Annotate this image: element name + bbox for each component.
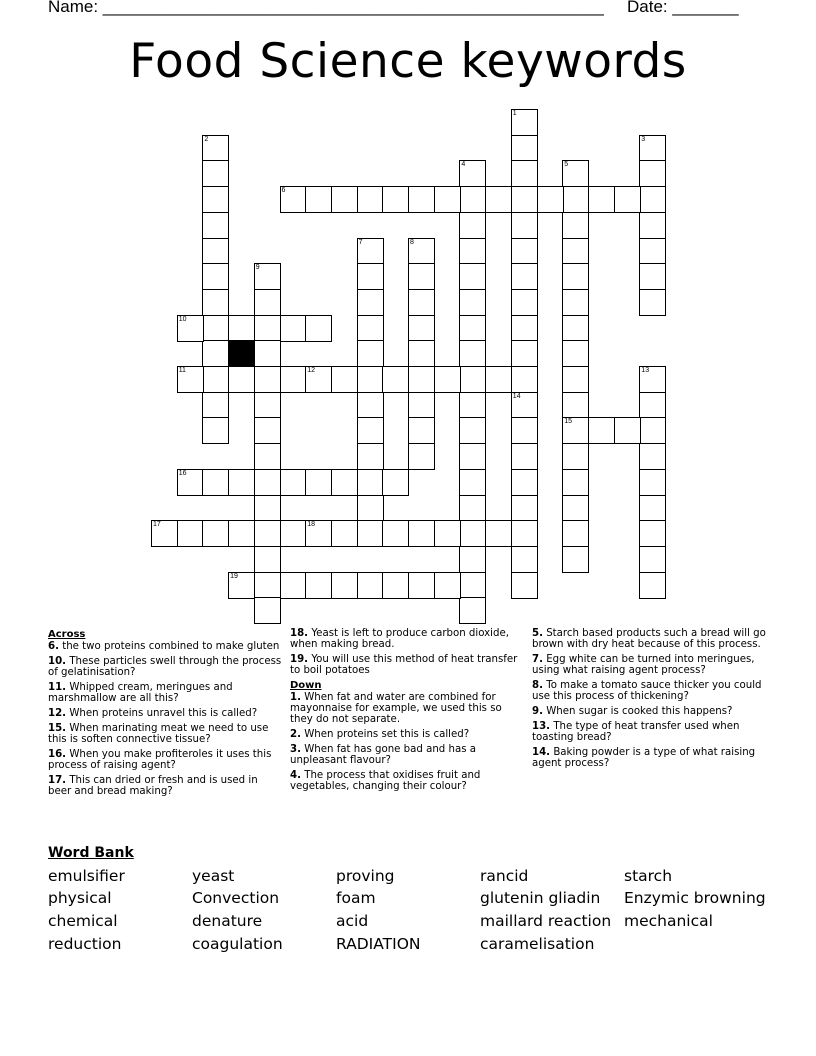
grid-cell[interactable] xyxy=(485,366,512,393)
grid-cell[interactable] xyxy=(382,520,409,547)
grid-cell[interactable] xyxy=(639,469,666,496)
grid-cell[interactable] xyxy=(511,572,538,599)
grid-cell[interactable] xyxy=(639,160,666,187)
grid-cell[interactable] xyxy=(408,417,435,444)
grid-cell[interactable] xyxy=(511,315,538,342)
grid-cell[interactable] xyxy=(562,160,589,187)
grid-cell[interactable] xyxy=(280,469,307,496)
grid-cell[interactable] xyxy=(177,366,204,393)
clue-down-5: 5. Starch based products such a bread will go brown with dry heat because of this process. xyxy=(532,628,766,650)
word-bank-item: glutenin gliadin xyxy=(480,889,601,907)
grid-cell[interactable] xyxy=(562,546,589,573)
grid-cell[interactable] xyxy=(357,289,384,316)
clue-number: 17 xyxy=(153,521,161,529)
grid-cell[interactable] xyxy=(639,263,666,290)
grid-cell[interactable] xyxy=(562,186,589,213)
grid-cell[interactable] xyxy=(331,186,358,213)
clue-number: 2 xyxy=(204,135,209,143)
grid-cell[interactable] xyxy=(511,340,538,367)
word-bank-item: RADIATION xyxy=(336,935,421,953)
grid-cell[interactable] xyxy=(639,443,666,470)
grid-cell[interactable] xyxy=(331,572,358,599)
clue-down-13: 13. The type of heat transfer used when toasting bread? xyxy=(532,721,740,743)
clue-number: 7 xyxy=(358,238,363,246)
grid-cell[interactable] xyxy=(254,597,281,624)
grid-cell[interactable] xyxy=(459,597,486,624)
word-bank-item: coagulation xyxy=(192,935,283,953)
grid-cell[interactable] xyxy=(357,495,384,522)
word-bank-item: denature xyxy=(192,912,263,930)
word-bank-item: caramelisation xyxy=(480,935,595,953)
word-bank-item: physical xyxy=(48,889,112,907)
grid-cell[interactable] xyxy=(202,238,229,265)
grid-cell[interactable] xyxy=(357,417,384,444)
grid-cell[interactable] xyxy=(459,238,486,265)
clue-number: 11 xyxy=(178,367,186,374)
grid-cell[interactable] xyxy=(228,520,255,547)
grid-cell[interactable] xyxy=(177,469,204,496)
grid-cell[interactable] xyxy=(254,469,281,496)
grid-cell[interactable] xyxy=(202,315,229,342)
clue-across-16: 16. When you make profiteroles it uses this process of raising agent? xyxy=(48,749,272,771)
grid-cell[interactable] xyxy=(280,572,307,599)
grid-cell[interactable] xyxy=(382,186,409,213)
grid-cell[interactable] xyxy=(408,315,435,342)
grid-cell[interactable] xyxy=(562,238,589,265)
clue-number: 5 xyxy=(564,161,569,169)
clue-number: 16 xyxy=(178,469,187,477)
grid-cell[interactable] xyxy=(202,417,229,444)
grid-cell[interactable] xyxy=(639,366,666,393)
grid-cell[interactable] xyxy=(434,520,461,547)
word-bank-item: starch xyxy=(624,867,673,885)
clue-down-14: 14. Baking powder is a type of what raising agent process? xyxy=(532,747,756,769)
grid-cell[interactable] xyxy=(562,520,589,547)
grid-cell[interactable] xyxy=(357,443,384,470)
grid-cell[interactable] xyxy=(459,392,486,419)
clue-down-7: 7. Egg white can be turned into meringues, using what raising agent process? xyxy=(532,654,755,676)
grid-cell[interactable] xyxy=(562,443,589,470)
grid-cell[interactable] xyxy=(434,572,461,599)
grid-cell[interactable] xyxy=(459,443,486,470)
grid-cell[interactable] xyxy=(639,186,666,213)
grid-cell[interactable] xyxy=(280,315,307,342)
grid-cell[interactable] xyxy=(382,366,409,393)
word-bank-title: Word Bank xyxy=(48,845,134,861)
grid-cell[interactable] xyxy=(434,186,461,213)
grid-cell[interactable] xyxy=(511,212,538,239)
grid-cell[interactable] xyxy=(459,366,486,393)
grid-cell[interactable] xyxy=(639,495,666,522)
grid-cell[interactable] xyxy=(562,315,589,342)
clues-column-3 xyxy=(532,628,768,773)
grid-cell[interactable] xyxy=(408,392,435,419)
grid-cell[interactable] xyxy=(228,366,255,393)
grid-cell[interactable] xyxy=(280,366,307,393)
grid-cell[interactable] xyxy=(254,289,281,316)
clue-down-8: 8. To make a tomato sauce thicker you could use this process of thickening? xyxy=(532,680,762,702)
grid-cell[interactable] xyxy=(639,520,666,547)
grid-cell[interactable] xyxy=(408,186,435,213)
grid-cell[interactable] xyxy=(639,546,666,573)
grid-cell[interactable] xyxy=(562,417,589,444)
grid-cell[interactable] xyxy=(511,495,538,522)
grid-cell[interactable] xyxy=(511,520,538,547)
word-bank-item: proving xyxy=(336,867,395,885)
grid-cell[interactable] xyxy=(511,443,538,470)
clue-number: 9 xyxy=(255,264,260,272)
clue-number: 14 xyxy=(512,392,521,400)
word-bank-item: foam xyxy=(336,889,376,907)
clue-across-19: 19. You will use this method of heat transfer to boil potatoes xyxy=(290,654,518,676)
grid-cell[interactable] xyxy=(382,469,409,496)
grid-cell[interactable] xyxy=(408,572,435,599)
clue-across-18: 18. Yeast is left to produce carbon dioxide, when making bread. xyxy=(290,628,509,650)
grid-cell[interactable] xyxy=(434,366,461,393)
grid-cell[interactable] xyxy=(254,366,281,393)
word-bank-item: Convection xyxy=(192,889,280,907)
grid-cell[interactable] xyxy=(202,135,229,162)
grid-cell[interactable] xyxy=(280,186,307,213)
grid-cell[interactable] xyxy=(459,212,486,239)
grid-cell[interactable] xyxy=(408,238,435,265)
grid-cell[interactable] xyxy=(511,392,538,419)
grid-cell[interactable] xyxy=(254,546,281,573)
grid-cell[interactable] xyxy=(202,160,229,187)
grid-cell[interactable] xyxy=(459,495,486,522)
grid-cell[interactable] xyxy=(588,186,615,213)
grid-cell[interactable] xyxy=(357,469,384,496)
grid-cell[interactable] xyxy=(305,469,332,496)
grid-cell[interactable] xyxy=(511,109,538,136)
grid-cell[interactable] xyxy=(305,366,332,393)
grid-cell[interactable] xyxy=(202,469,229,496)
grid-cell[interactable] xyxy=(202,186,229,213)
clue-number: 3 xyxy=(641,135,646,143)
grid-cell[interactable] xyxy=(639,238,666,265)
grid-cell[interactable] xyxy=(357,238,384,265)
grid-cell[interactable] xyxy=(537,186,564,213)
grid-cell[interactable] xyxy=(639,135,666,162)
grid-cell[interactable] xyxy=(562,263,589,290)
clue-across-12: 12. When proteins unravel this is called? xyxy=(48,708,258,719)
grid-cell[interactable] xyxy=(305,186,332,213)
grid-cell[interactable] xyxy=(408,340,435,367)
clue-across-10: 10. These particles swell through the process of gelatinisation? xyxy=(48,656,282,678)
grid-cell[interactable] xyxy=(177,520,204,547)
grid-cell[interactable] xyxy=(562,366,589,393)
word-bank-item: acid xyxy=(336,912,369,930)
grid-cell[interactable] xyxy=(357,392,384,419)
clue-down-2: 2. When proteins set this is called? xyxy=(290,729,470,740)
clue-number: 6 xyxy=(281,187,286,195)
grid-cell[interactable] xyxy=(511,263,538,290)
clue-number: 12 xyxy=(307,367,315,374)
grid-cell[interactable] xyxy=(408,289,435,316)
grid-cell[interactable] xyxy=(614,417,641,444)
grid-cell[interactable] xyxy=(357,263,384,290)
clues-column-2 xyxy=(290,628,526,796)
grid-cell[interactable] xyxy=(511,417,538,444)
grid-cell[interactable] xyxy=(331,366,358,393)
clue-down-9: 9. When sugar is cooked this happens? xyxy=(532,706,733,717)
clue-across-17: 17. This can dried or fresh and is used in beer and bread making? xyxy=(48,775,258,797)
clue-down-4: 4. The process that oxidises fruit and vegetables, changing their colour? xyxy=(290,770,481,792)
clue-number: 8 xyxy=(410,238,414,246)
grid-cell[interactable] xyxy=(459,289,486,316)
grid-cell[interactable] xyxy=(202,340,229,367)
grid-cell[interactable] xyxy=(254,392,281,419)
grid-cell[interactable] xyxy=(562,340,589,367)
word-bank-item: mechanical xyxy=(624,912,713,930)
grid-cell[interactable] xyxy=(485,520,512,547)
clue-number: 13 xyxy=(641,367,650,374)
grid-cell[interactable] xyxy=(357,340,384,367)
clue-number: 18 xyxy=(307,521,315,529)
grid-cell[interactable] xyxy=(562,392,589,419)
clue-across-6: 6. the two proteins combined to make gluten xyxy=(48,641,280,652)
clue-across-15: 15. When marinating meat we need to use this is soften connective tissue? xyxy=(48,723,269,745)
grid-cell[interactable] xyxy=(254,417,281,444)
clue-number: 1 xyxy=(512,110,517,117)
grid-cell[interactable] xyxy=(254,495,281,522)
grid-cell[interactable] xyxy=(511,546,538,573)
grid-cell[interactable] xyxy=(408,443,435,470)
grid-cell[interactable] xyxy=(511,366,538,393)
clue-number: 15 xyxy=(564,418,572,426)
grid-cell[interactable] xyxy=(459,186,486,213)
grid-cell[interactable] xyxy=(202,263,229,290)
grid-cell[interactable] xyxy=(511,238,538,265)
date-field[interactable]: Date: _______ xyxy=(627,0,739,16)
grid-cell[interactable] xyxy=(588,417,615,444)
grid-cell[interactable] xyxy=(382,572,409,599)
grid-cell[interactable] xyxy=(485,186,512,213)
grid-cell[interactable] xyxy=(614,186,641,213)
grid-cell[interactable] xyxy=(357,186,384,213)
grid-cell[interactable] xyxy=(562,289,589,316)
clue-number: 19 xyxy=(230,572,238,580)
grid-black-cell xyxy=(228,340,255,367)
grid-cell[interactable] xyxy=(562,212,589,239)
clue-down-3: 3. When fat has gone bad and has a unpleasant flavour? xyxy=(290,744,476,766)
clue-down-1: 1. When fat and water are combined for mayonnaise for example, we used this so they do not separate. xyxy=(290,692,502,725)
grid-cell[interactable] xyxy=(562,495,589,522)
name-field[interactable]: Name: _____________________________________________________ xyxy=(48,0,604,16)
across-heading: Across xyxy=(48,629,86,640)
grid-cell[interactable] xyxy=(254,572,281,599)
grid-cell[interactable] xyxy=(511,469,538,496)
grid-cell[interactable] xyxy=(177,315,204,342)
clue-number: 10 xyxy=(178,315,187,323)
grid-cell[interactable] xyxy=(511,289,538,316)
word-bank-item: emulsifier xyxy=(48,867,125,885)
grid-cell[interactable] xyxy=(254,263,281,290)
grid-cell[interactable] xyxy=(459,417,486,444)
clues-column-1 xyxy=(48,628,284,801)
grid-cell[interactable] xyxy=(254,315,281,342)
page-title: Food Science keywords xyxy=(129,34,687,89)
down-heading: Down xyxy=(290,680,322,691)
grid-cell[interactable] xyxy=(202,289,229,316)
clue-number: 4 xyxy=(461,161,466,169)
grid-cell[interactable] xyxy=(459,160,486,187)
grid-cell[interactable] xyxy=(639,392,666,419)
grid-cell[interactable] xyxy=(459,546,486,573)
grid-cell[interactable] xyxy=(562,469,589,496)
grid-cell[interactable] xyxy=(639,572,666,599)
grid-cell[interactable] xyxy=(202,520,229,547)
grid-cell[interactable] xyxy=(254,520,281,547)
word-bank-item: chemical xyxy=(48,912,118,930)
grid-cell[interactable] xyxy=(357,366,384,393)
word-bank-item: reduction xyxy=(48,935,122,953)
grid-cell[interactable] xyxy=(202,366,229,393)
grid-cell[interactable] xyxy=(228,572,255,599)
grid-cell[interactable] xyxy=(639,212,666,239)
word-bank-item: Enzymic browning xyxy=(624,889,766,907)
grid-cell[interactable] xyxy=(305,572,332,599)
grid-cell[interactable] xyxy=(511,135,538,162)
grid-cell[interactable] xyxy=(357,520,384,547)
grid-cell[interactable] xyxy=(305,520,332,547)
word-bank-item: yeast xyxy=(192,867,235,885)
grid-cell[interactable] xyxy=(459,263,486,290)
grid-cell[interactable] xyxy=(459,520,486,547)
grid-cell[interactable] xyxy=(639,289,666,316)
grid-cell[interactable] xyxy=(254,443,281,470)
grid-cell[interactable] xyxy=(254,340,281,367)
grid-cell[interactable] xyxy=(459,315,486,342)
grid-cell[interactable] xyxy=(408,263,435,290)
grid-cell[interactable] xyxy=(459,469,486,496)
grid-cell[interactable] xyxy=(459,572,486,599)
grid-cell[interactable] xyxy=(280,520,307,547)
word-bank-item: maillard reaction xyxy=(480,912,612,930)
grid-cell[interactable] xyxy=(151,520,178,547)
grid-cell[interactable] xyxy=(511,186,538,213)
grid-cell[interactable] xyxy=(639,417,666,444)
grid-cell[interactable] xyxy=(408,366,435,393)
grid-cell[interactable] xyxy=(305,315,332,342)
grid-cell[interactable] xyxy=(228,315,255,342)
grid-cell[interactable] xyxy=(459,340,486,367)
word-bank-item: rancid xyxy=(480,867,529,885)
grid-cell[interactable] xyxy=(331,469,358,496)
grid-cell[interactable] xyxy=(408,520,435,547)
grid-cell[interactable] xyxy=(511,160,538,187)
grid-cell[interactable] xyxy=(202,212,229,239)
grid-cell[interactable] xyxy=(202,392,229,419)
clue-across-11: 11. Whipped cream, meringues and marshmallow are all this? xyxy=(48,682,233,704)
grid-cell[interactable] xyxy=(357,572,384,599)
grid-cell[interactable] xyxy=(331,520,358,547)
grid-cell[interactable] xyxy=(357,315,384,342)
grid-cell[interactable] xyxy=(228,469,255,496)
